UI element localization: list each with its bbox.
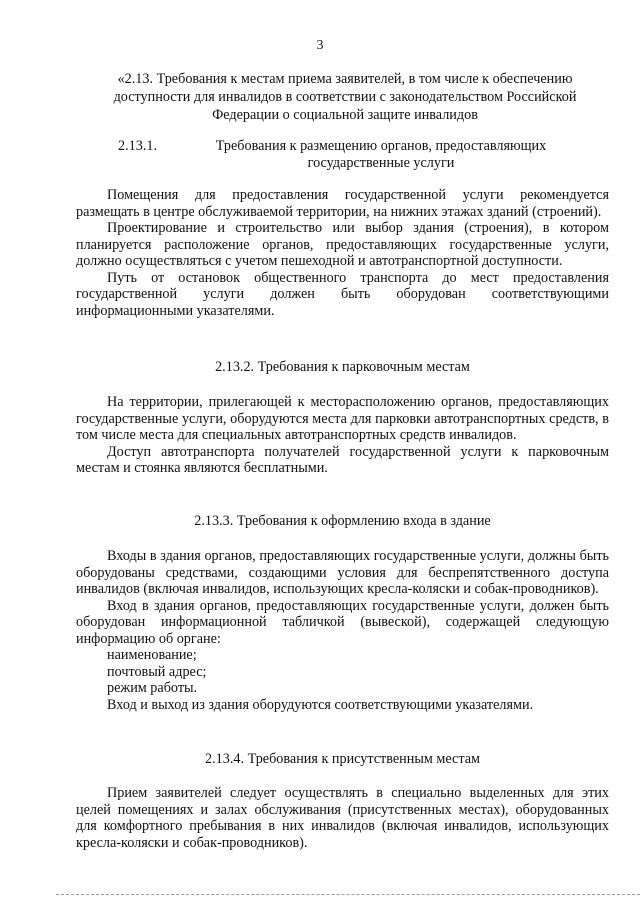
list-item: режим работы.: [107, 680, 198, 696]
paragraph: Входы в здания органов, предоставляющих государственные услуги, должны быть оборудованы средствами, создающими условия для беспрепятственного доступа инвалидов (включая инвалидов, использующих кресла-коляски и собак-проводников).: [76, 548, 609, 597]
paragraph: Проектирование и строительство или выбор здания (строения), в котором планируется расположение органов, предоставляющих государственные услуги, должно осуществляться с учетом пешеходной и автотранспортной доступности.: [76, 220, 609, 269]
list-item: наименование;: [107, 647, 197, 663]
paragraph: На территории, прилегающей к месторасположению органов, предоставляющих государственные услуги, оборудуются места для парковки автотранспортных средств, в том числе места для специальных автотранспортных средств инвалидов.: [76, 394, 609, 443]
section-2134-body: [76, 785, 609, 851]
paragraph: Доступ автотранспорта получателей государственной услуги к парковочным местам и стоянка являются бесплатными.: [76, 443, 609, 476]
list-item: почтовый адрес;: [107, 663, 207, 680]
paragraph: Помещения для предоставления государственной услуги рекомендуется размещать в центре обслуживаемой территории, на нижних этажах зданий (строений).: [76, 187, 609, 220]
paragraph: Путь от остановок общественного транспорта до мест предоставления государственной услуги должен быть оборудован соответствующими информационными указателями.: [76, 269, 609, 319]
section-2132-body: [76, 394, 609, 477]
section-2134-heading: 2.13.4. Требования к присутственным местам: [205, 751, 480, 767]
section-2133-body: [76, 548, 609, 713]
page-number: 3: [316, 38, 324, 53]
section-number: 2.13.1.: [118, 138, 158, 154]
paragraph: Вход и выход из здания оборудуются соответствующими указателями.: [107, 696, 534, 713]
scan-edge-line: [56, 894, 640, 896]
paragraph: Прием заявителей следует осуществлять в специально выделенных для этих целей помещениях и залах обслуживания (присутственных местах), оборудованных для комфортного пребывания в них инвалидов (включая инвалидов, использующих кресла-коляски и собак-проводников).: [76, 785, 609, 851]
section-2133-heading: 2.13.3. Требования к оформлению входа в здание: [194, 513, 491, 529]
section-heading-text: Требования к размещению органов, предоставляющих государственные услуги: [215, 138, 547, 171]
section-2132-heading: 2.13.2. Требования к парковочным местам: [215, 359, 470, 375]
document-title: «2.13. Требования к местам приема заявителей, в том числе к обеспечению доступности для инвалидов в соответствии с законодательством Российской Федерации о социальной защите инвалидов: [113, 71, 577, 123]
section-2131-body: [76, 187, 609, 319]
paragraph: Вход в здания органов, предоставляющих государственные услуги, должен быть оборудован информационной табличкой (вывеской), содержащей следующую информацию об органе:: [76, 597, 609, 647]
